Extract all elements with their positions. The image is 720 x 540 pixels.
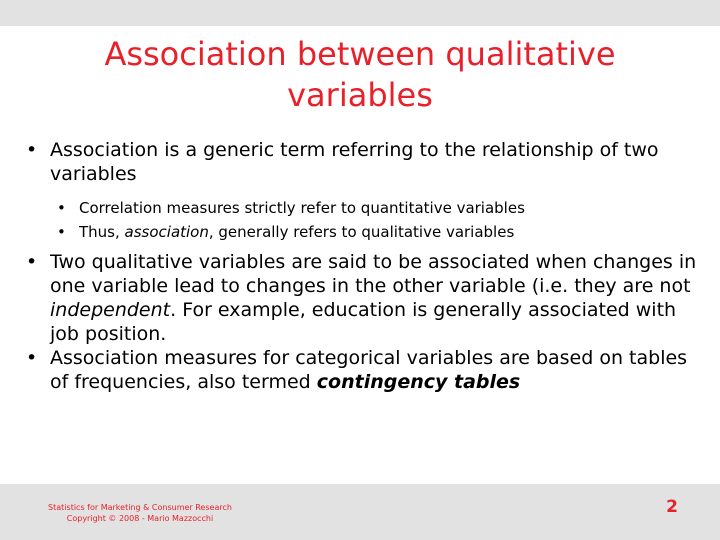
sub-bullet-dot: • [57,223,66,241]
sub-bullet-text-post: , generally refers to qualitative variables [208,223,515,241]
sub-bullet-text: Correlation measures strictly refer to quantitative variables [79,199,525,217]
bullet-text-pre: Association measures for categorical variables are based on tables of frequencies, also termed [50,347,688,393]
bullet-association-definition [22,138,702,186]
bullet-dot: • [26,139,38,161]
bullet-emphasis: independent [50,299,171,321]
bullet-dot: • [26,347,38,369]
bullet-text: Association is a generic term referring to the relationship of two variables [50,139,659,185]
bullet-emphasis: contingency tables [316,371,521,393]
bullet-dot: • [26,251,38,273]
bullet-text-post: . For example, education is generally associated with job position. [50,299,677,345]
sub-bullet-dot: • [57,199,66,217]
title-line-2: variables [287,76,433,114]
sub-bullet-text-pre: Thus, [79,223,125,241]
page-number: 2 [666,497,678,517]
sub-bullet-correlation [22,196,702,220]
header-band [0,0,720,26]
bullet-association-measures [22,346,702,394]
slide-title [20,34,700,116]
sub-bullet-list [22,196,702,244]
bullet-qualitative-association [22,250,702,346]
bullet-text-pre: Two qualitative variables are said to be associated when changes in one variable lead to changes in the other variable (i.e. they are not [50,251,697,297]
slide-body [22,138,702,394]
footer-course: Statistics for Marketing & Consumer Research [48,503,232,512]
footer-credits [30,502,250,524]
footer-copyright: Copyright © 2008 - Mario Mazzocchi [66,514,214,523]
sub-bullet-emphasis: association [124,223,209,241]
title-line-1: Association between qualitative [104,35,616,73]
sub-bullet-association [22,220,702,244]
